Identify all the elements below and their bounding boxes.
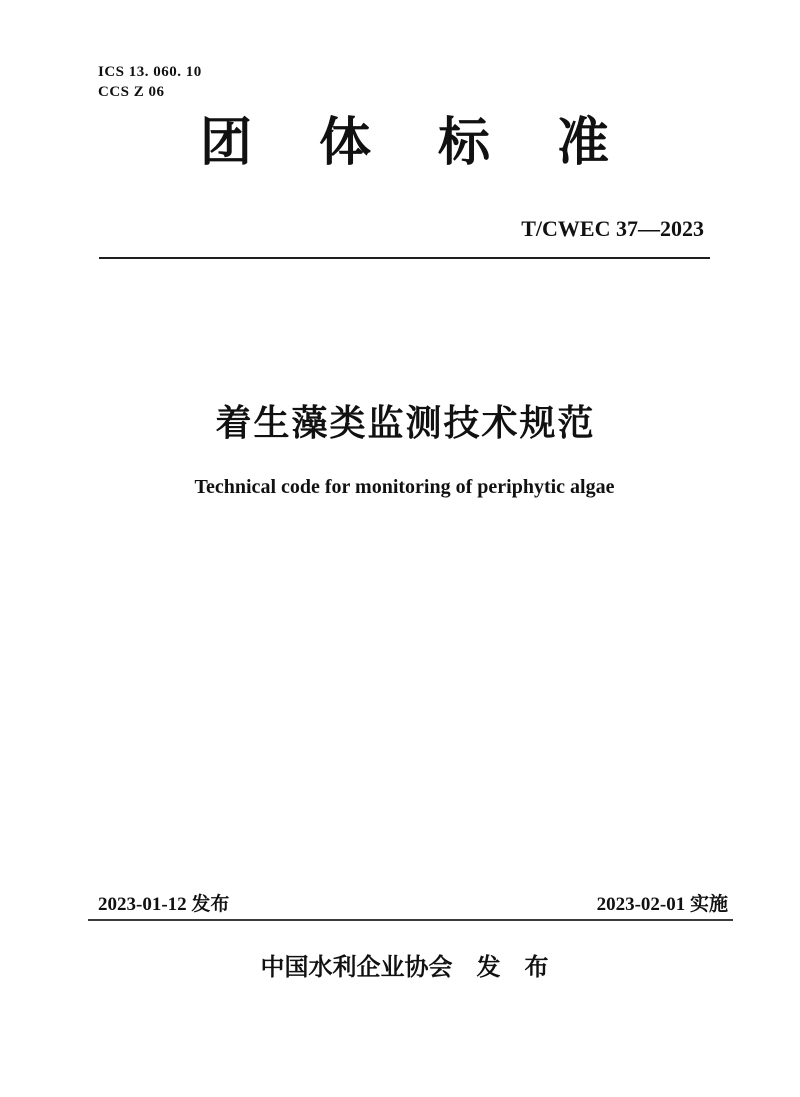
publisher-line: 中国水利企业协会 发 布 xyxy=(260,955,549,981)
standard-type-heading: 团体标准 xyxy=(199,114,676,172)
issue-date: 2023-01-12 发布 xyxy=(98,894,230,915)
dates-row xyxy=(98,893,728,917)
header-rule xyxy=(99,257,710,259)
standard-number: T/CWEC 37—2023 xyxy=(521,216,704,241)
document-title-english: Technical code for monitoring of periphytic algae xyxy=(194,476,615,498)
footer-rule xyxy=(88,919,733,921)
document-title-chinese: 着生藻类监测技术规范 xyxy=(215,402,596,443)
implementation-date: 2023-02-01 实施 xyxy=(596,894,728,915)
ics-code: ICS 13. 060. 10 xyxy=(98,64,202,80)
ccs-code: CCS Z 06 xyxy=(98,84,165,100)
classification-codes xyxy=(98,62,202,102)
